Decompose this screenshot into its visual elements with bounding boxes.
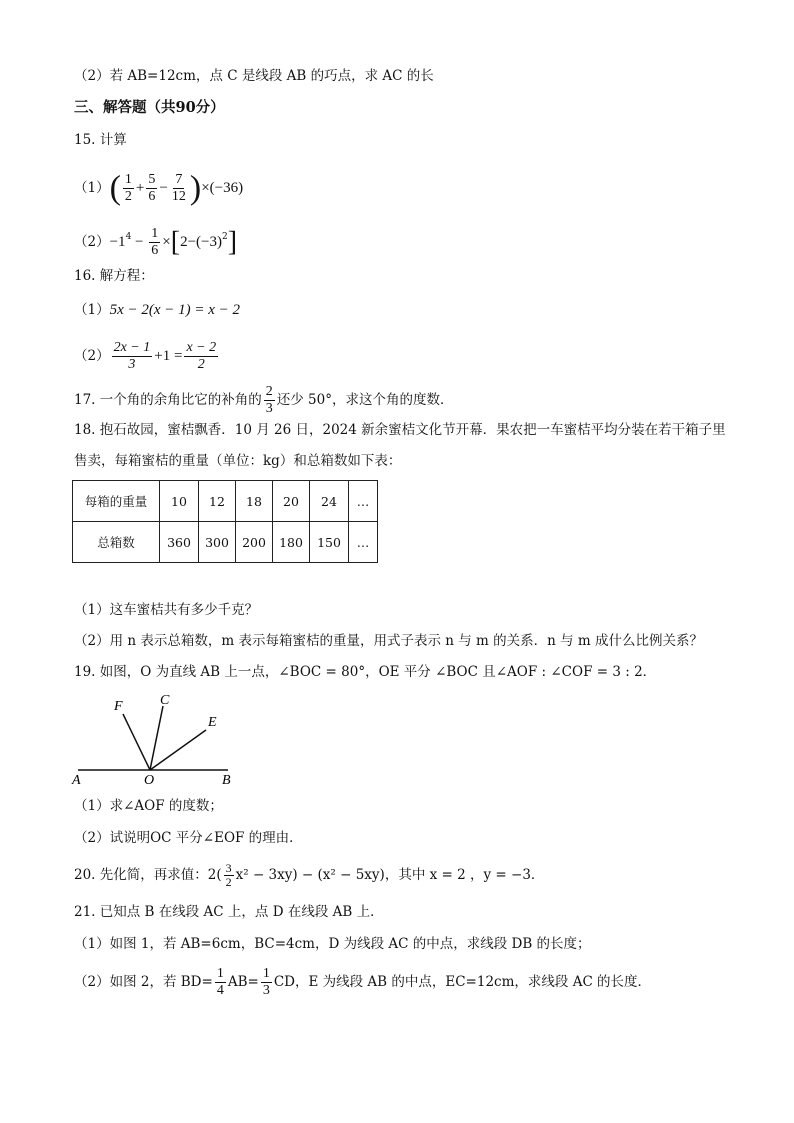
frac-den: 2 [225, 875, 232, 889]
times-sign: × [162, 234, 171, 250]
table-cell: … [349, 522, 378, 563]
frac-num: x − 2 [186, 340, 217, 355]
q20-mid: x² − 3xy) − (x² − 5xy)，其中 x = 2 ，y = −3． [235, 867, 545, 883]
ray-oc [150, 706, 163, 770]
q17-head: 17. 一个角的余角比它的补角的 [74, 392, 262, 408]
q16-p1-eq: 5x − 2(x − 1) = x − 2 [109, 302, 241, 318]
q15-frac3 [170, 172, 188, 205]
q19-p1: （1）求∠AOF 的度数； [74, 798, 223, 814]
table-cell: 200 [236, 522, 273, 563]
q16-stem: 16. 解方程： [74, 268, 154, 284]
frac-num: 1 [216, 966, 224, 981]
q16-p1-label: （1） [74, 302, 110, 318]
q16-part1 [74, 300, 240, 320]
q15-frac2 [146, 172, 157, 205]
q20-head: 20. 先化简，再求值：2( [74, 867, 222, 883]
table-cell: … [349, 481, 378, 522]
frac-num: 1 [124, 172, 132, 187]
table-row-label: 总箱数 [73, 522, 160, 563]
table-cell: 150 [310, 522, 349, 563]
bracket-close: ] [227, 226, 238, 258]
frac-num: 5 [148, 172, 156, 187]
frac-den: 6 [148, 189, 156, 204]
frac-num: 2x − 1 [113, 340, 151, 355]
q15-frac1 [123, 172, 134, 205]
q18-line1: 18. 抱石故园，蜜桔飘香．10 月 26 日，2024 新余蜜桔文化节开幕．果农把一车蜜桔平均分装在若干箱子里 [74, 422, 726, 438]
q18-line2: 售卖，每箱蜜桔的重量（单位：kg）和总箱数如下表： [74, 453, 402, 469]
q21-frac1 [215, 966, 226, 999]
q21-stem: 21. 已知点 B 在线段 AC 上，点 D 在线段 AB 上． [74, 904, 384, 920]
minus-sign: − [131, 234, 148, 250]
q18-p1: （1）这车蜜桔共有多少千克？ [74, 602, 259, 618]
q15-p2-label: （2） [74, 234, 110, 250]
frac-num: 7 [175, 172, 183, 187]
q15-p2-head: −1 [109, 234, 126, 250]
q16-p2-mid: +1 = [154, 348, 183, 364]
frac-den: 3 [128, 357, 136, 372]
section-title: 三、解答题（共90分） [74, 99, 225, 116]
frac-den: 6 [151, 243, 159, 258]
q16-part2 [74, 340, 220, 373]
q18-p2: （2）用 n 表示总箱数，m 表示每箱蜜桔的重量，用式子表示 n 与 m 的关系．n 与 m 成什么比例关系？ [74, 633, 703, 649]
frac-num: 3 [225, 861, 232, 875]
q19-stem: 19. 如图，O 为直线 AB 上一点，∠BOC = 80°，OE 平分 ∠BOC 且∠AOF : ∠COF = 3 : 2． [74, 664, 657, 680]
frac-num: 1 [262, 966, 270, 981]
q14-part2: （2）若 AB=12cm，点 C 是线段 AB 的巧点，求 AC 的长 [74, 68, 434, 84]
q20 [74, 862, 544, 889]
table-cell: 24 [310, 481, 349, 522]
frac-den: 4 [216, 983, 224, 998]
label-e: E [208, 715, 217, 730]
q15-p2-exp: 4 [125, 232, 132, 242]
table-cell: 10 [160, 481, 199, 522]
q19-figure [70, 690, 270, 790]
q16-frac2 [184, 340, 218, 373]
label-c: C [160, 693, 170, 708]
frac-den: 12 [171, 189, 186, 204]
table-row [73, 522, 378, 563]
paren-close: ) [189, 169, 202, 207]
frac-den: 2 [197, 357, 205, 372]
bracket-open: [ [170, 226, 181, 258]
q15-p1-label: （1） [74, 180, 110, 196]
frac-den: 3 [262, 983, 270, 998]
label-b: B [222, 773, 231, 788]
q18-table [72, 480, 378, 563]
paren-open: ( [109, 169, 121, 207]
q21-p2-mid: AB= [227, 974, 259, 990]
label-a: A [72, 773, 81, 788]
table-cell: 300 [199, 522, 236, 563]
q21-frac2 [261, 966, 272, 999]
frac-num: 2 [265, 384, 273, 399]
table-cell: 360 [160, 522, 199, 563]
q17 [74, 384, 454, 417]
q16-frac1 [112, 340, 153, 373]
table-cell: 18 [236, 481, 273, 522]
q15-stem: 15. 计算 [74, 132, 127, 148]
q21-p2 [74, 966, 651, 999]
ray-oe [150, 730, 206, 770]
ray-of [123, 714, 150, 770]
q15-p2-frac [149, 226, 160, 259]
q21-p2-tail: CD，E 为线段 AB 的中点，EC=12cm，求线段 AC 的长度． [273, 974, 652, 990]
q15-part2 [74, 226, 237, 259]
frac-den: 2 [124, 189, 132, 204]
label-f: F [114, 699, 123, 714]
q21-p1: （1）如图 1，若 AB=6cm，BC=4cm，D 为线段 AC 的中点，求线段 DB 的长度； [74, 936, 591, 952]
q21-p2-head: （2）如图 2，若 BD= [74, 974, 213, 990]
q15-part1 [74, 169, 244, 207]
plus-sign: + [135, 180, 145, 196]
label-o: O [144, 773, 155, 788]
minus-sign: − [159, 180, 168, 196]
q16-p2-label: （2） [74, 348, 110, 364]
q17-tail: 还少 50°，求这个角的度数． [276, 392, 454, 408]
table-cell: 12 [199, 481, 236, 522]
table-cell: 20 [273, 481, 310, 522]
q15-p2-tail-exp: 2 [221, 232, 228, 242]
table-row [73, 481, 378, 522]
frac-num: 1 [151, 226, 159, 241]
table-row-label: 每箱的重量 [73, 481, 160, 522]
q20-frac [224, 862, 234, 889]
q15-p1-tail: ×(−36) [201, 180, 244, 196]
table-cell: 180 [273, 522, 310, 563]
frac-den: 3 [265, 401, 273, 416]
q15-p2-tail: 2−(−3) [180, 234, 222, 250]
q19-p2: （2）试说明OC 平分∠EOF 的理由． [74, 830, 303, 846]
q17-frac [264, 384, 275, 417]
